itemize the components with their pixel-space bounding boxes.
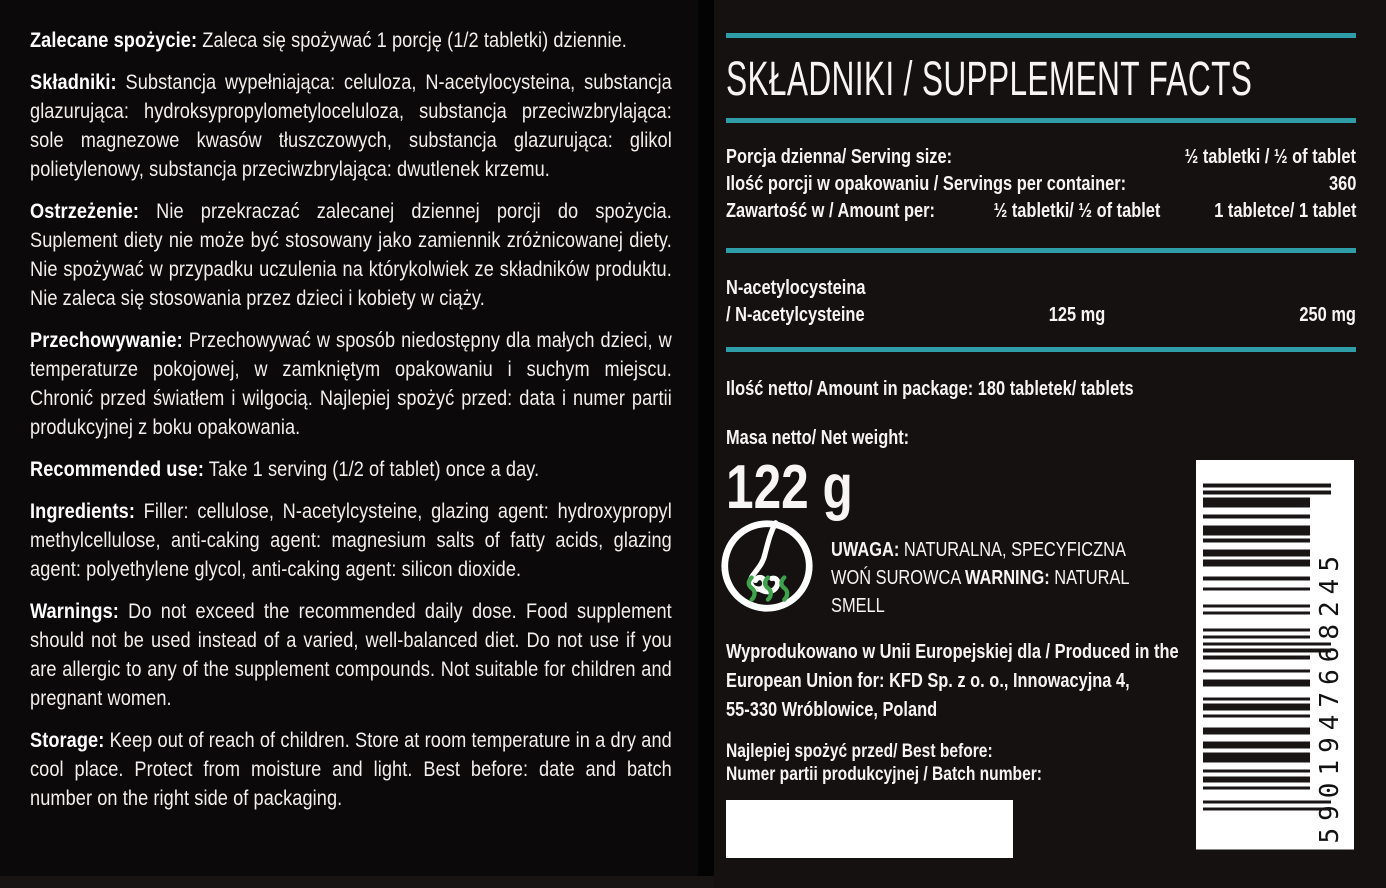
barcode-number: 5901947668245 [1315,548,1345,843]
section-label: Warnings: [30,600,119,623]
ingredients-en [30,497,672,584]
nutrient-name-pl: N-acetylocysteina [726,277,866,299]
natural-smell-icon [719,518,815,614]
section-label: Przechowywanie: [30,329,183,352]
uwaga-text: NATURALNA, SPECYFICZNA WOŃ SUROWCA [831,539,1126,589]
ingredients-pl [30,68,672,184]
amount-per-row [726,200,1356,227]
recommended-intake-pl [30,26,672,55]
section-label: Składniki: [30,71,117,94]
warning-pl [30,197,672,313]
producer-line: Wyprodukowano w Unii Europejskiej dla / Produced in the [726,641,1179,663]
nutrient-amount-half-tablet: 125 mg [1048,304,1106,326]
barcode-bars [1203,483,1331,810]
icon-circle [725,524,809,608]
amount-per-label: Zawartość w / Amount per: [726,200,935,222]
storage-en [30,726,672,813]
left-panel [0,0,698,876]
divider-rule-bottom [726,347,1356,352]
supplement-facts-panel [714,0,1386,888]
nutrient-name-row [726,277,1356,304]
warning-text: NATURAL SMELL [831,567,1129,617]
net-weight-value: 122 g [726,453,853,522]
section-label: Ostrzeżenie: [30,200,140,223]
producer-line: European Union for: KFD Sp. z o. o., Innowacyjna 4, [726,670,1130,692]
serving-size-label: Porcja dzienna/ Serving size: [726,146,953,168]
servings-per-container-row [726,173,1356,200]
net-amount-line: Ilość netto/ Amount in package: 180 tabletek/ tablets [726,378,1134,400]
section-label: Ingredients: [30,500,136,523]
storage-pl [30,326,672,442]
barcode [1196,460,1354,849]
batch-stamp-box [726,800,1013,858]
servings-per-container-label: Ilość porcji w opakowaniu / Servings per container: [726,173,1127,195]
label-bottom-edge [0,876,714,888]
section-text: Do not exceed the recommended daily dose. Food supplement should not be used instead of a varied, well-balanced diet. Do not use if you are allergic to any of the supplement compounds. Not suitable for children and pregnant women. [30,600,672,710]
divider-rule-under-title [726,118,1356,123]
serving-size-value: ½ tabletki / ½ of tablet [1184,146,1356,168]
warning-label: WARNING: [964,567,1050,589]
smell-warning-text [831,536,1152,620]
left-panel-text [30,26,672,826]
steam-squiggle [781,578,787,600]
amount-per-half-tablet-header: ½ tabletki/ ½ of tablet [993,200,1161,222]
nutrient-amount-tablet: 250 mg [1299,304,1356,326]
divider-rule-mid [726,248,1356,253]
net-weight-label: Masa netto/ Net weight: [726,427,910,449]
section-text: Nie przekraczać zalecanej dziennej porcji do spożycia. Suplement diety nie może być stosowany jako zamiennik zróżnicowanej diety. Nie spożywać w przypadku uczulenia na którykolwiek ze składników produktu. Nie zaleca się stosowania przez dzieci i kobiety w ciąży. [30,200,672,310]
section-text: Zaleca się spożywać 1 porcję (1/2 tabletki) dziennie. [197,29,627,52]
best-before-label: Najlepiej spożyć przed/ Best before: [726,741,993,762]
servings-per-container-value: 360 [1328,173,1356,195]
steam-squiggle [765,578,771,600]
panel-divider [698,0,714,876]
producer-line: 55-330 Wróblowice, Poland [726,699,938,721]
nutrient-values-row [726,304,1356,331]
uwaga-label: UWAGA: [831,539,900,561]
section-text: Substancja wypełniająca: celuloza, N-acetylocysteina, substancja glazurująca: hydroksypropylometyloceluloza, substancja przeciwzbrylająca: sole magnezowe kwasów tłuszczowych, substancja glazurująca: glikol polietylenowy, substancja przeciwzbrylająca: dwutlenek krzemu. [30,71,672,181]
amount-per-tablet-header: 1 tabletce/ 1 tablet [1213,200,1356,222]
section-label: Recommended use: [30,458,205,481]
serving-size-row [726,146,1356,173]
barcode-unit [1196,460,1354,849]
batch-number-label: Numer partii produkcyjnej / Batch number: [726,764,1042,785]
section-text: Filler: cellulose, N-acetylcysteine, glazing agent: hydroxypropyl methylcellulose, anti-caking agent: magnesium salts of fatty acids, glazing agent: polyethylene glycol, anti-caking agent: silicon dioxide. [30,500,672,581]
section-text: Take 1 serving (1/2 of tablet) once a day. [204,458,540,481]
section-label: Storage: [30,729,105,752]
divider-rule-top [726,33,1356,38]
warnings-en [30,597,672,713]
facts-title: SKŁADNIKI / SUPPLEMENT FACTS [726,53,1253,106]
section-label: Zalecane spożycie: [30,29,198,52]
recommended-use-en [30,455,672,484]
section-text: Keep out of reach of children. Store at room temperature in a dry and cool place. Protect from moisture and light. Best before: date and batch number on the right side of packaging. [30,729,672,810]
nutrient-name-en: / N-acetylcysteine [726,304,865,326]
section-text: Przechowywać w sposób niedostępny dla małych dzieci, w temperaturze pokojowej, w zamkniętym opakowaniu i suchym miejscu. Chronić przed światłem i wilgocią. Najlepiej spożyć przed: data i numer partii produkcyjnej z boku opakowania. [30,329,672,439]
